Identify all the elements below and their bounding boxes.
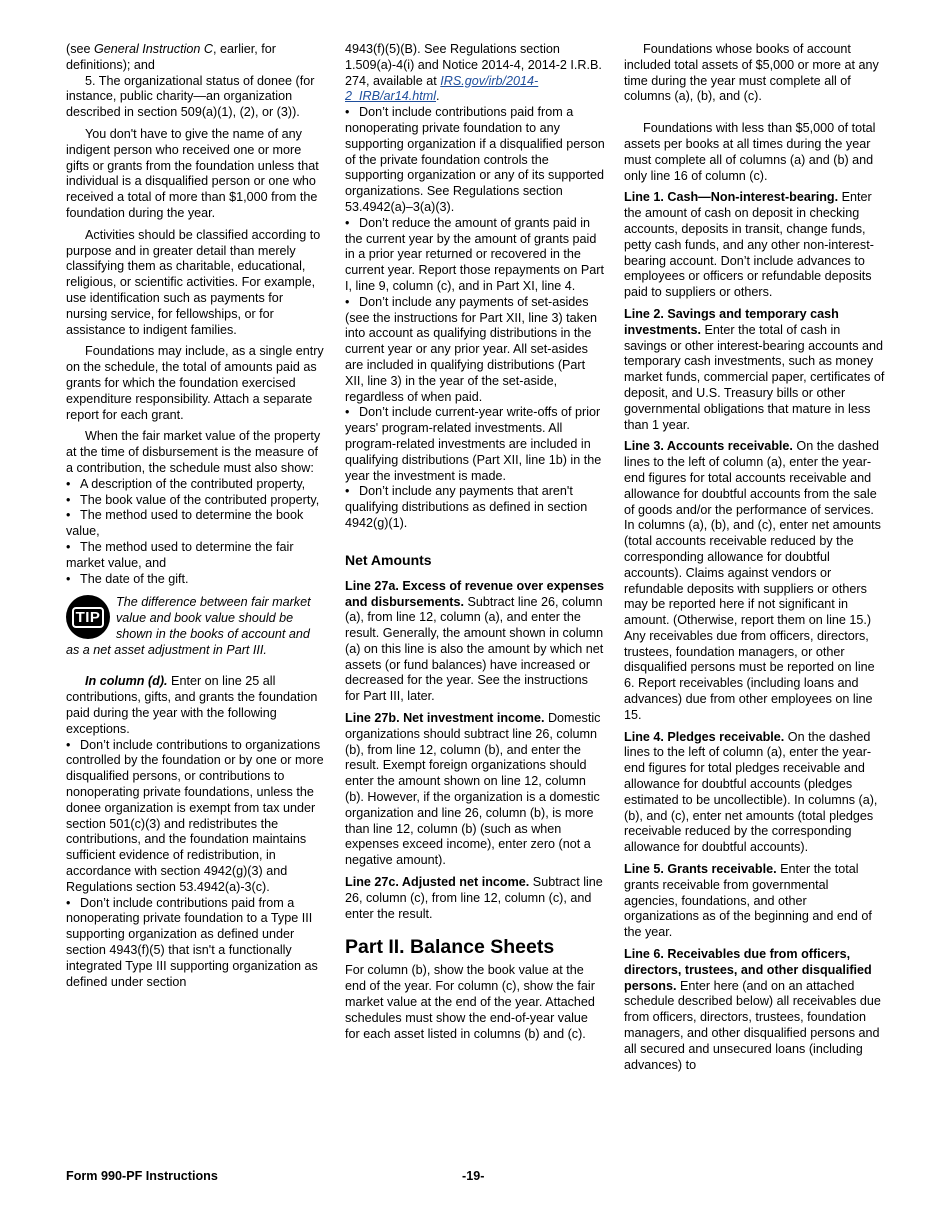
line-heading: Line 6. Receivables due from officers, directors, trustees, and other disqualified persons. bbox=[624, 947, 872, 993]
tip-text: The difference between fair market value and book value should be shown in the books of account and as a net asset adjustment in Part III. bbox=[66, 595, 311, 657]
list-item: • Don’t reduce the amount of grants paid in the current year by the amount of grants paid in a prior year returned or recovered in the current year. Report those repayments on Part I, line 9, column (c), and in Part XI, line 4. bbox=[345, 216, 605, 295]
column-left bbox=[66, 42, 325, 990]
paragraph: Activities should be classified according to purpose and in greater detail than merely classifying them as charitable, educational, religious, or scientific activities. For example, use identification such as payments for nursing service, for fellowships, or for assistance to indigent families. bbox=[66, 227, 321, 337]
line-heading: Line 4. Pledges receivable. bbox=[624, 729, 785, 744]
paragraph: Line 27a. Excess of revenue over expenses and disbursements. Subtract line 26, column (a), from line 12, column (a), and enter the result. Generally, the amount shown in column (a) on this line is also the amount by which net assets (or fund balances) have increased or decreased for the year. See the instructions for Part III, later. bbox=[345, 578, 605, 704]
list-item: • Don’t include contributions paid from a nonoperating private foundation to any supporting organization if a disqualified person of the private foundation controls the supporting organization or any of its supported organizations. See Regulations section 53.4942(a)–3(a)(3). bbox=[345, 105, 605, 216]
list-item: • Don’t include current-year write-offs of prior years' program-related investments. All program-related investments are included in qualifying distributions (Part XII, line 1b) in the year the investment is made. bbox=[345, 405, 605, 484]
paragraph: For column (b), show the book value at the end of the year. For column (c), show the fair market value at the end of the year. Attached schedules must show the end-of-year value for each asset listed in columns (b) and (c). bbox=[345, 963, 595, 1041]
paragraph: Line 27c. Adjusted net income. Subtract line 26, column (c), from line 12, column (c), and enter the result. bbox=[345, 875, 603, 921]
paragraph: Line 1. Cash—Non-interest-bearing. Enter the amount of cash on deposit in checking accounts, deposits in transit, change funds, petty cash funds, and any other non-interest-bearing account. Don’t include advances to employees or officers or refundable deposits paid to suppliers or others. bbox=[624, 190, 874, 300]
paragraph: Line 2. Savings and temporary cash investments. Enter the total of cash in savings or other interest-bearing accounts and temporary cash investments, such as money market funds, commercial paper, certificates of deposit, and U.S. Treasury bills or other governmental obligations that mature in less than 1 year. bbox=[624, 306, 885, 432]
line-heading: Line 5. Grants receivable. bbox=[624, 862, 777, 877]
paragraph: When the fair market value of the property at the time of disbursement is the measure of a contribution, the schedule must also show: bbox=[66, 429, 321, 475]
line-heading: Line 2. Savings and temporary cash investments. bbox=[624, 306, 839, 337]
list-item: • Don’t include contributions to organizations controlled by the foundation or by one or more disqualified persons, or contributions to nonoperating private foundations, unless the donee organization is exempt from tax under section 501(c)(3) and redistributes the contributions, and the foundation maintains sufficient evidence of redistribution, in accordance with section 4942(g)(3) and Regulations section 53.4942(a)-3(c). bbox=[66, 738, 325, 896]
net-amounts-heading: Net Amounts bbox=[345, 551, 432, 568]
list-item: • Don’t include any payments that aren't qualifying distributions as defined in section 4942(g)(1). bbox=[345, 484, 605, 531]
paragraph: 4943(f)(5)(B). See Regulations section 1.509(a)-4(i) and Notice 2014-4, 2014-2 I.R.B. 274, available at IRS.gov/irb/2014-2_IRB/ar14.html. bbox=[345, 42, 602, 104]
paragraph: Line 27b. Net investment income. Domestic organizations should subtract line 26, column (b), from line 12, column (b), and enter the result. Exempt foreign organizations should enter the amount shown on line 12, column (b). However, if the organization is a domestic organization and line 26, column (b), is more than line 12, column (b) (such as when expenses exceed income), enter zero (not a negative amount). bbox=[345, 711, 601, 868]
line-heading: Line 27a. Excess of revenue over expenses and disbursements. bbox=[345, 578, 605, 609]
paragraph: Foundations with less than $5,000 of total assets per books at all times during the year must complete all of columns (a) and (b) and only line 16 of column (c). bbox=[624, 121, 876, 183]
paragraph: Foundations whose books of account included total assets of $5,000 or more at any time during the year must complete all of columns (a), (b), and (c). bbox=[624, 42, 879, 104]
section-heading: In column (d). bbox=[85, 674, 168, 689]
list-item: • The method used to determine the fair market value, and bbox=[66, 540, 325, 572]
list-item: • Don’t include contributions paid from a nonoperating private foundation to a Type III supporting organization as defined under section 4943(f)(5) that isn't a functionally integrated Type III supporting organization as defined under section bbox=[66, 896, 325, 991]
list-item: • Don’t include any payments of set-asides (see the instructions for Part XII, line 3) taken into account as qualifying distributions in the current year or any prior year. All set-asides are included in qualifying distributions (Part XII, line 3) in the year of the set-aside, regardless of when paid. bbox=[345, 295, 605, 406]
list-item: • The book value of the contributed property, bbox=[66, 493, 325, 509]
part-ii-heading: Part II. Balance Sheets bbox=[345, 936, 555, 959]
tip-icon: TIP bbox=[66, 595, 110, 639]
paragraph: (see General Instruction C, earlier, for definitions); and bbox=[66, 42, 276, 72]
line-heading: Line 27b. Net investment income. bbox=[345, 711, 545, 726]
list-item: • A description of the contributed property, bbox=[66, 477, 325, 493]
line-heading: Line 27c. Adjusted net income. bbox=[345, 875, 530, 890]
paragraph: Line 6. Receivables due from officers, directors, trustees, and other disqualified persons. Enter here (and on an attached schedule described below) all receivables due from officers, directors, trustees, foundation managers, and other disqualified persons and all secured and unsecured loans (including advances) to bbox=[624, 947, 881, 1072]
line-heading: Line 1. Cash—Non-interest-bearing. bbox=[624, 190, 839, 205]
irs-link[interactable]: IRS.gov/irb/2014-2_IRB/ar14.html bbox=[345, 73, 539, 104]
paragraph: Line 3. Accounts receivable. On the dashed lines to the left of column (a), enter the year-end figures for total accounts receivable and allowance for doubtful accounts from the sale of goods and/or the performance of services. In columns (a), (b), and (c), enter net amounts (total accounts receivable reduced by the corresponding allowance for doubtful accounts). Claims against vendors or refundable deposits with suppliers or others may be reported here if not significant in amount. (Otherwise, report them on line 15.) Any receivables due from officers, directors, trustees, foundation managers, or other disqualified persons must be reported on line 6. Report receivables (including loans and advances) due from other employees on line 15. bbox=[624, 439, 881, 722]
list-item: • The method used to determine the book value, bbox=[66, 508, 325, 540]
tip-box bbox=[66, 593, 325, 658]
paragraph: Line 4. Pledges receivable. On the dashed lines to the left of column (a), enter the year-end figures for total pledges receivable and allowance for doubtful accounts (pledges estimated to be uncollectible). In columns (a), (b), and (c), enter net amounts (total pledges receivable reduced by the corresponding allowance for doubtful accounts). bbox=[624, 729, 878, 855]
page-number: -19- bbox=[462, 1169, 485, 1183]
column-middle bbox=[345, 42, 605, 1042]
paragraph: In column (d). Enter on line 25 all contributions, gifts, and grants the foundation paid during the year with the following exceptions. bbox=[66, 674, 318, 736]
list-item: • The date of the gift. bbox=[66, 572, 325, 588]
line-heading: Line 3. Accounts receivable. bbox=[624, 439, 793, 454]
paragraph: Line 5. Grants receivable. Enter the total grants receivable from governmental agencies, foundations, and other organizations as of the beginning and end of the year. bbox=[624, 862, 872, 940]
paragraph: You don't have to give the name of any indigent person who received one or more gifts or grants from the foundation unless that individual is a disqualified person or one who received a total of more than $1,000 from the foundation during the year. bbox=[66, 126, 319, 220]
paragraph: Foundations may include, as a single entry on the schedule, the total of amounts paid as grants for which the foundation exercised expenditure responsibility. Attach a separate report for each grant. bbox=[66, 344, 324, 422]
paragraph: 5. The organizational status of donee (for instance, public charity—an organization described in section 509(a)(1), (2), or (3)). bbox=[66, 73, 315, 120]
form-name-footer: Form 990-PF Instructions bbox=[66, 1169, 218, 1183]
general-instruction-ref: General Instruction C bbox=[94, 42, 213, 56]
column-right bbox=[624, 42, 885, 1073]
